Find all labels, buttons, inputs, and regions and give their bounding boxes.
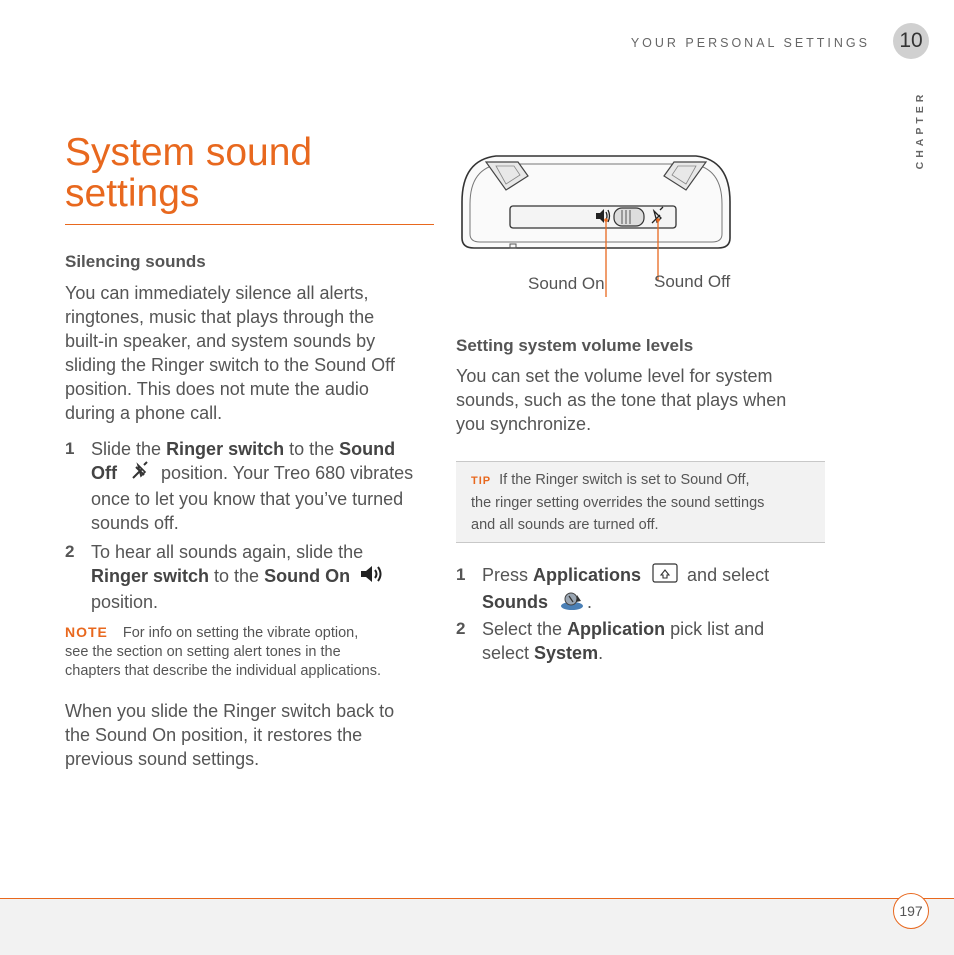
silencing-step2: [91, 540, 436, 614]
step-number: 1: [456, 565, 466, 584]
text-line: [91, 461, 436, 487]
silencing-step1: [91, 437, 436, 535]
volume-step2: [482, 617, 827, 665]
bold-text: Off: [91, 463, 117, 483]
step-number: 1: [65, 439, 75, 458]
page-title: [65, 132, 435, 214]
sound-on-callout: Sound On: [528, 274, 605, 293]
chapter-number-badge: 10: [893, 23, 929, 59]
page-number: 197: [893, 893, 929, 929]
text-line: To hear all sounds again, slide the: [91, 542, 364, 562]
chapter-vertical-label: CHAPTER: [914, 90, 926, 170]
text-line: sliding the Ringer switch to the Sound Off: [65, 355, 395, 375]
text: .: [587, 592, 593, 612]
bold-text: Applications: [533, 565, 642, 585]
text-line: [65, 623, 440, 643]
text-line: the ringer setting overrides the sound settings: [471, 495, 765, 511]
text: For info on setting the vibrate option,: [122, 625, 359, 641]
text-line: You can immediately silence all alerts,: [65, 283, 369, 303]
step-number: 2: [456, 619, 466, 638]
text-line: see the section on setting alert tones in the: [65, 644, 341, 660]
text: position. Your Treo 680 vibrates: [156, 463, 414, 483]
bold-text: Ringer switch: [166, 439, 285, 459]
text-line: you synchronize.: [456, 414, 592, 434]
text-line: previous sound settings.: [65, 749, 260, 769]
page-title-line2: settings: [65, 172, 200, 215]
text: pick list and: [665, 619, 765, 639]
tip-text: [471, 469, 821, 536]
page-title-line1: System sound: [65, 131, 313, 174]
bold-text: Sound: [339, 439, 396, 459]
text-line: once to let you know that you’ve turned: [91, 489, 404, 510]
text-line: the Sound On position, it restores the: [65, 725, 363, 745]
text: and select: [682, 565, 770, 585]
text: If the Ringer switch is set to Sound Off,: [499, 472, 750, 488]
text-line: [482, 641, 827, 665]
sound-off-callout: Sound Off: [654, 272, 731, 291]
sound-off-icon: [130, 461, 150, 487]
text: .: [598, 643, 604, 663]
text-line: [482, 617, 827, 641]
step-number: 2: [65, 542, 75, 561]
text-line: [482, 563, 827, 589]
text-line: position.: [91, 592, 159, 613]
text-line: ringtones, music that plays through the: [65, 307, 375, 327]
bold-text: Application: [567, 619, 666, 639]
bold-text: Sounds: [482, 592, 548, 612]
volume-step1: [482, 563, 827, 617]
note-block: [65, 623, 440, 681]
text-line: [91, 564, 436, 590]
footer-bar: [0, 898, 954, 955]
sounds-icon: [559, 589, 585, 617]
text-line: [471, 469, 821, 492]
text-line: When you slide the Ringer switch back to: [65, 701, 395, 721]
text-line: built-in speaker, and system sounds by: [65, 331, 376, 351]
text: select: [482, 643, 535, 663]
text: to the: [284, 439, 340, 459]
text-line: sounds off.: [91, 513, 179, 534]
applications-icon: [652, 563, 678, 589]
text-line: during a phone call.: [65, 403, 223, 423]
text-line: sounds, such as the tone that plays when: [456, 390, 787, 410]
text-line: You can set the volume level for system: [456, 366, 773, 386]
sound-on-icon: [359, 564, 385, 590]
text: Select the: [482, 619, 568, 639]
text-line: chapters that describe the individual applications.: [65, 663, 381, 679]
volume-intro: [456, 364, 826, 436]
text: Slide the: [91, 439, 167, 459]
bold-text: Sound On: [264, 566, 351, 586]
volume-heading: Setting system volume levels: [456, 336, 694, 355]
text: to the: [209, 566, 265, 586]
silencing-heading: Silencing sounds: [65, 252, 206, 271]
text: Press: [482, 565, 534, 585]
bold-text: System: [534, 643, 599, 663]
note-label: NOTE: [65, 624, 108, 640]
bold-text: Ringer switch: [91, 566, 210, 586]
running-header: YOUR PERSONAL SETTINGS: [630, 36, 870, 50]
tip-label: TIP: [471, 475, 492, 487]
text-line: and all sounds are turned off.: [471, 517, 659, 533]
silencing-outro: [65, 699, 435, 771]
text-line: [482, 589, 827, 617]
silencing-intro: [65, 281, 435, 425]
text-line: position. This does not mute the audio: [65, 379, 369, 399]
text-line: [91, 437, 436, 461]
title-divider: [65, 224, 434, 225]
